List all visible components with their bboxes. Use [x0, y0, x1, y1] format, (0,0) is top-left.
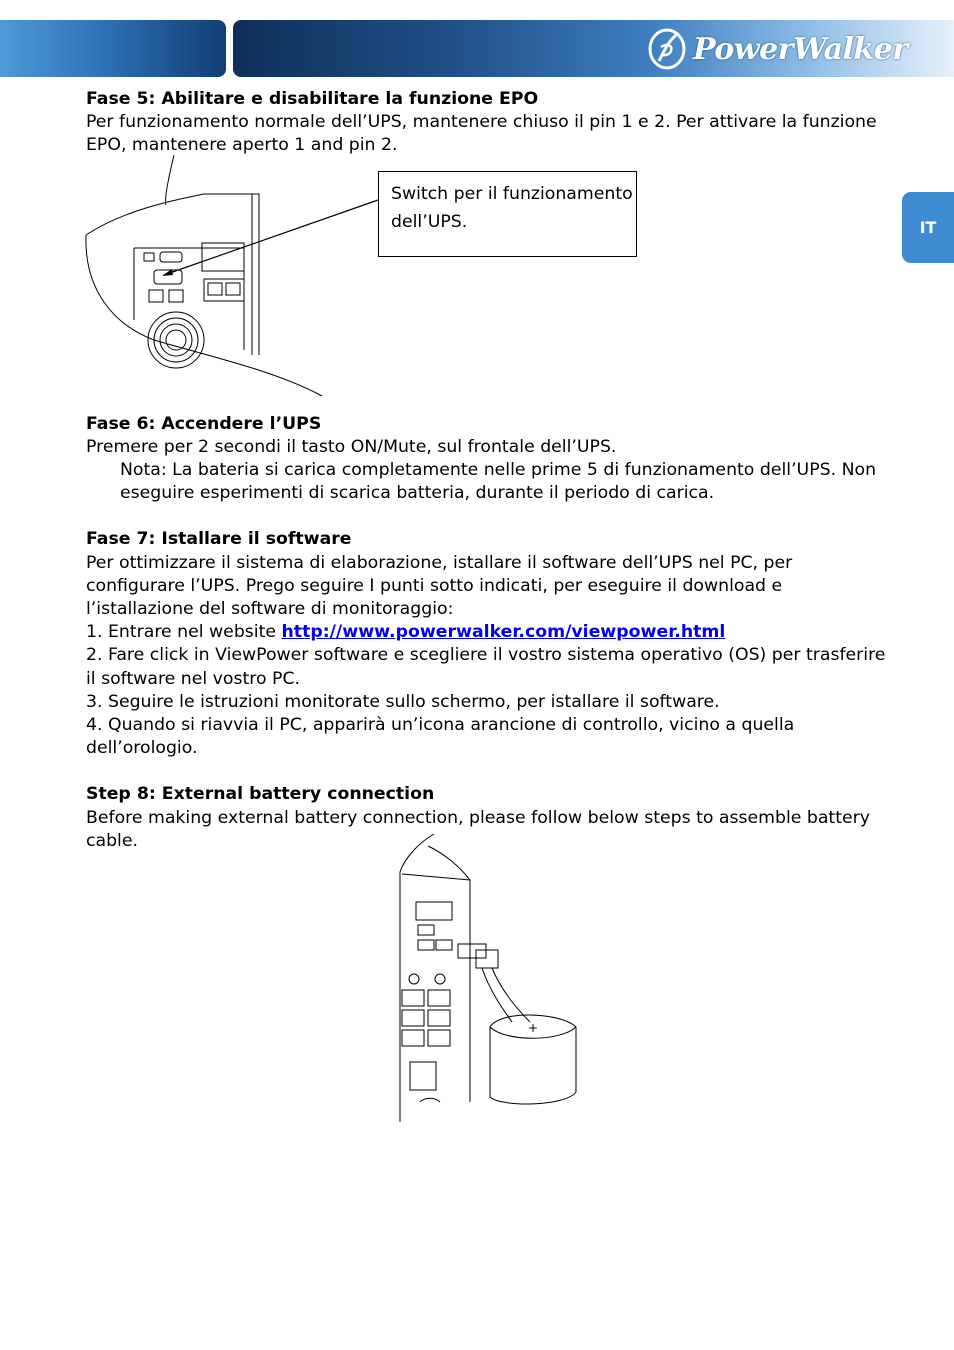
brand-name: PowerWalker [693, 31, 908, 67]
step6-title: Fase 6: Accendere l’UPS [86, 413, 322, 434]
step8-title: Step 8: External battery connection [86, 784, 435, 805]
step7-item1-text: 1. Entrare nel website [86, 622, 282, 643]
logo-swirl-icon [645, 27, 689, 71]
external-battery-figure [390, 832, 590, 1122]
step6-body: Premere per 2 secondi il tasto ON/Mute, sul frontale dell’UPS. [86, 436, 617, 457]
step7-item2: 2. Fare click in ViewPower software e scegliere il vostro sistema operativo (OS) per trasferire il software nel vostro PC. [86, 645, 886, 689]
powerwalker-logo [645, 26, 908, 72]
epo-switch-callout: Switch per il funzionamento dell’UPS. [378, 171, 637, 257]
step7-intro: Per ottimizzare il sistema di elaborazione, istallare il software dell’UPS nel PC, per configurare l’UPS. Prego seguire I punti sotto indicati, per eseguire il download e l’istallazione del software di monitoraggio: [86, 552, 793, 620]
header-band-left [0, 20, 226, 77]
spacer [86, 760, 886, 783]
step5-body: Per funzionamento normale dell’UPS, mantenere chiuso il pin 1 e 2. Per attivare la funzione EPO, mantenere aperto 1 and pin 2. [86, 112, 877, 156]
step7-item3: 3. Seguire le istruzioni monitorate sullo schermo, per istallare il software. [86, 691, 720, 712]
language-tab[interactable]: IT [902, 192, 954, 263]
spacer [86, 505, 886, 528]
step7-title: Fase 7: Istallare il software [86, 529, 352, 550]
step5-title: Fase 5: Abilitare e disabilitare la funzione EPO [86, 89, 539, 109]
step8-body: Before making external battery connection, please follow below steps to assemble battery cable. [86, 807, 870, 851]
step7-item4: 4. Quando si riavvia il PC, apparirà un’icona arancione di controllo, vicino a quella dell’orologio. [86, 715, 795, 759]
battery-plus-icon: + [528, 1021, 539, 1035]
step7-item1 [86, 621, 886, 644]
viewpower-link[interactable]: http://www.powerwalker.com/viewpower.html [281, 622, 726, 643]
step6-note: Nota: La bateria si carica completamente nelle prime 5 di funzionamento dell’UPS. Non eseguire esperimenti di scarica batteria, durante il periodo di carica. [120, 460, 877, 504]
